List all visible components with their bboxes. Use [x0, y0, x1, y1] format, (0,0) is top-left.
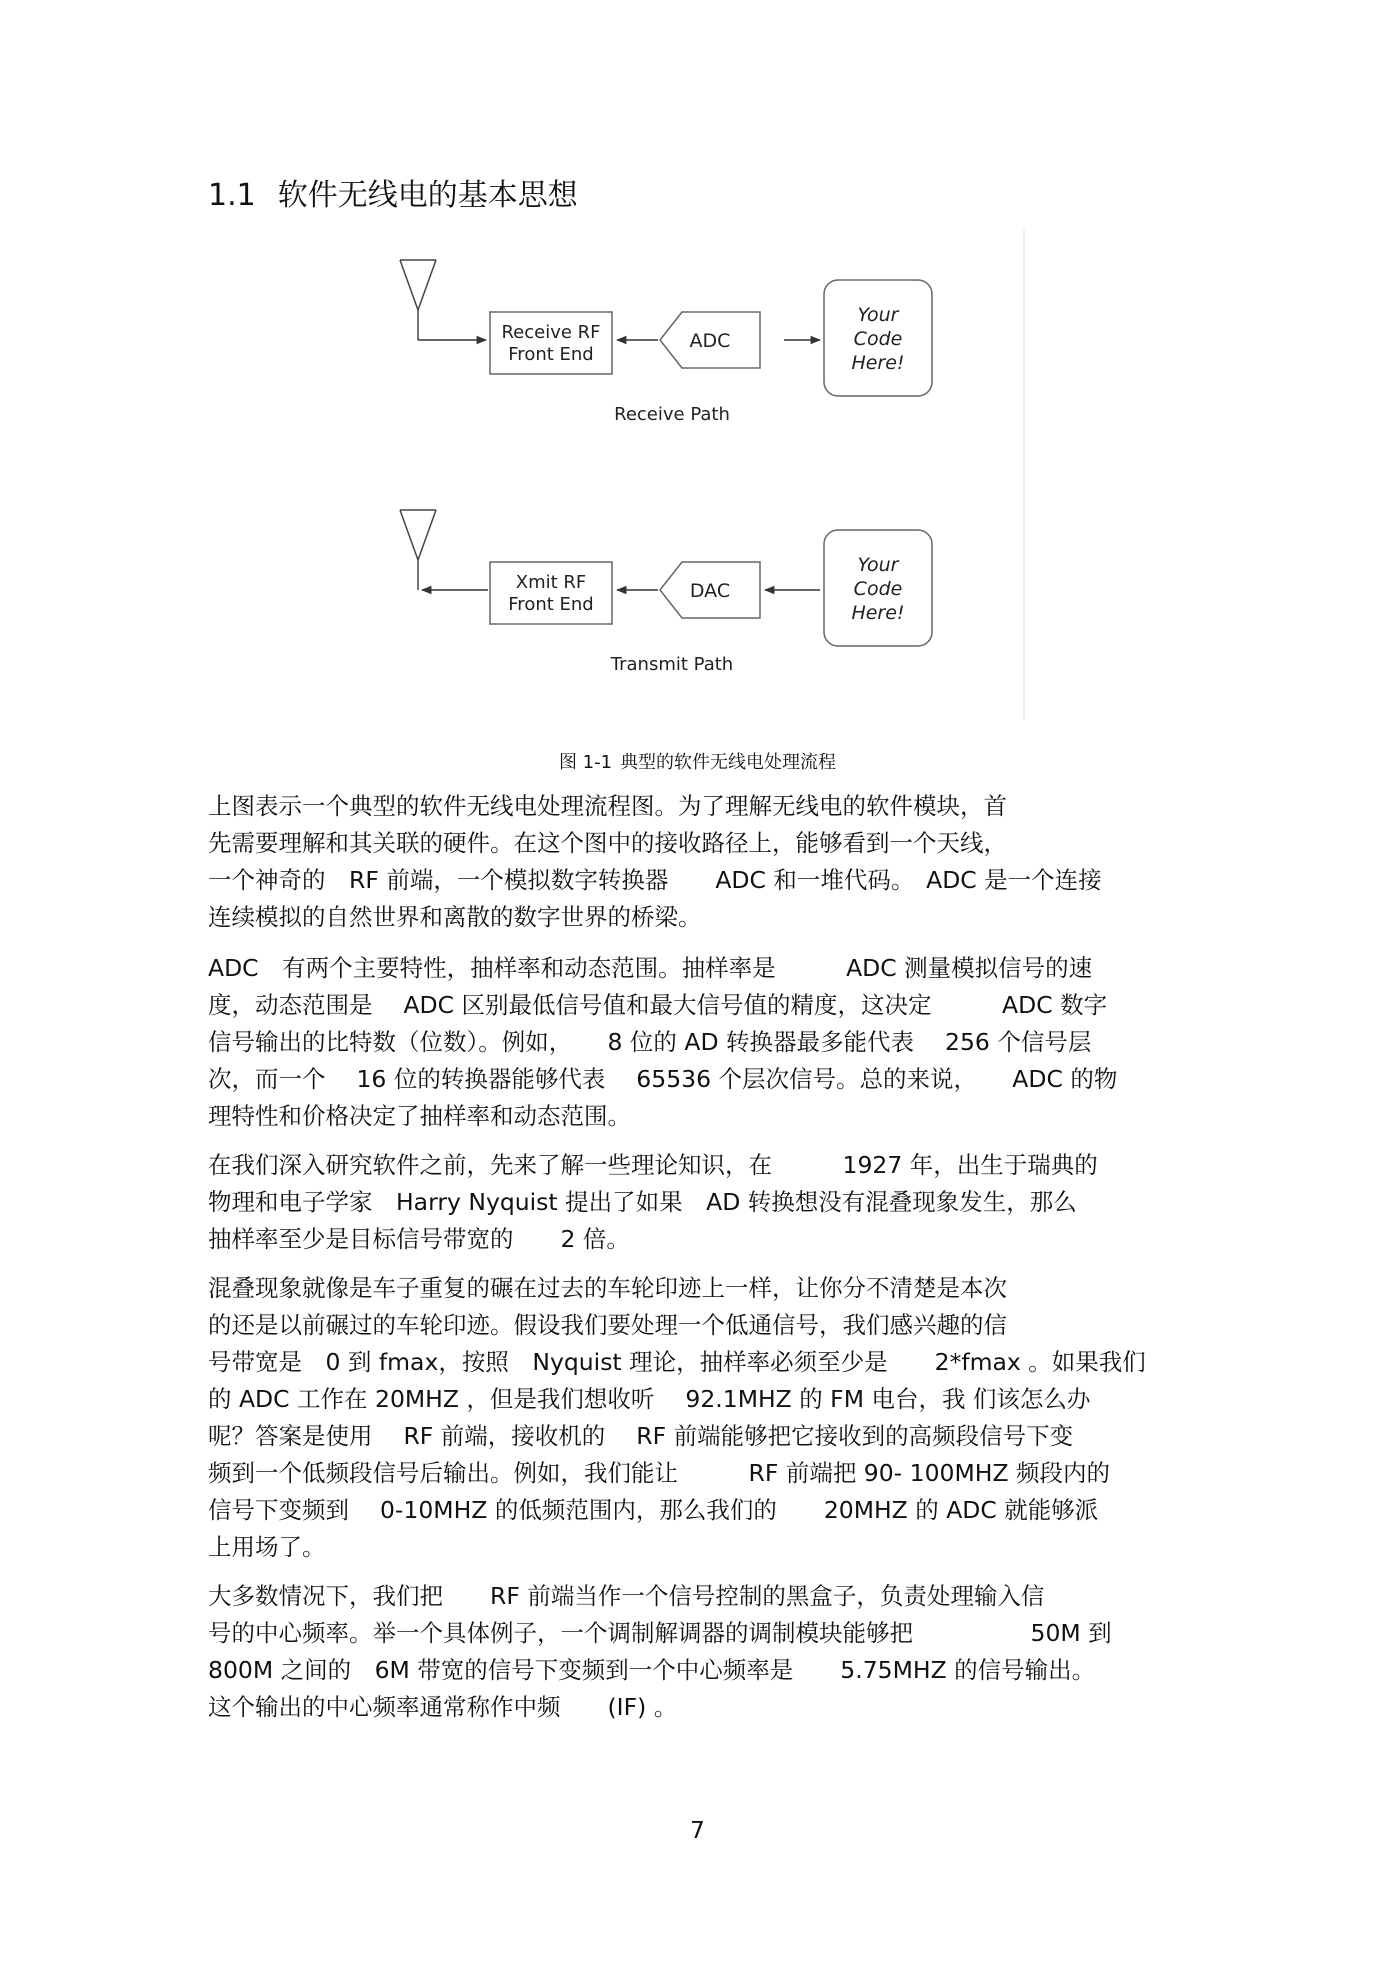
receive-code-label-1: Your [857, 304, 899, 326]
text-line: 信号下变频到 0-10MHZ 的低频范围内，那么我们的 20MHZ 的 ADC 就能够派 [208, 1496, 1099, 1524]
adc-label: ADC [689, 330, 731, 352]
text-line: 抽样率至少是目标信号带宽的 2 倍。 [208, 1225, 630, 1253]
receive-code-label-3: Here! [851, 352, 905, 374]
text-line: 的还是以前碾过的车轮印迹。假设我们要处理一个低通信号，我们感兴趣的信 [208, 1311, 1007, 1339]
section-number: 1.1 [208, 178, 256, 213]
text-line: 这个输出的中心频率通常称作中频 (IF) 。 [208, 1693, 678, 1721]
transmit-path-label: Transmit Path [610, 654, 734, 675]
transmit-code-label-1: Your [857, 554, 899, 576]
paragraph-3 [208, 1147, 1198, 1258]
receive-path-label: Receive Path [614, 404, 730, 425]
text-line: 大多数情况下，我们把 RF 前端当作一个信号控制的黑盒子，负责处理输入信 [208, 1582, 1045, 1610]
receive-path [400, 260, 932, 425]
receive-rf-label-1: Receive RF [501, 322, 601, 343]
text-line: 先需要理解和其关联的硬件。在这个图中的接收路径上，能够看到一个天线， [208, 829, 1007, 857]
text-line: 上图表示一个典型的软件无线电处理流程图。为了理解无线电的软件模块，首 [208, 792, 1007, 820]
paragraph-2 [208, 950, 1198, 1135]
text-line: 信号输出的比特数（位数）。例如， 8 位的 AD 转换器最多能代表 256 个信号层 [208, 1028, 1092, 1056]
text-line: 频到一个低频段信号后输出。例如，我们能让 RF 前端把 90- 100MHZ 频段内的 [208, 1459, 1111, 1487]
text-line: 在我们深入研究软件之前，先来了解一些理论知识，在 1927 年，出生于瑞典的 [208, 1151, 1098, 1179]
text-line: 连续模拟的自然世界和离散的数字世界的桥梁。 [208, 903, 702, 931]
receive-rf-label-2: Front End [508, 344, 594, 365]
figure-caption-text: 典型的软件无线电处理流程 [620, 752, 837, 773]
text-line: 一个神奇的 RF 前端，一个模拟数字转换器 ADC 和一堆代码。 ADC 是一个连接 [208, 866, 1102, 894]
transmit-path [400, 510, 932, 675]
paragraph-4 [208, 1270, 1198, 1566]
transmit-antenna-icon [400, 510, 436, 590]
text-line: 号带宽是 0 到 fmax，按照 Nyquist 理论，抽样率必须至少是 2*fmax 。如果我们 [208, 1348, 1146, 1376]
text-line: 度，动态范围是 ADC 区别最低信号值和最大信号值的精度，这决定 ADC 数字 [208, 991, 1108, 1019]
sdr-flow-diagram [390, 230, 1030, 730]
text-line: 上用场了。 [208, 1533, 326, 1561]
receive-code-label-2: Code [853, 328, 903, 350]
section-title: 软件无线电的基本思想 [277, 178, 578, 213]
text-line: 号的中心频率。举一个具体例子，一个调制解调器的调制模块能够把 50M 到 [208, 1619, 1112, 1647]
text-line: 理特性和价格决定了抽样率和动态范围。 [208, 1102, 631, 1130]
transmit-rf-label-1: Xmit RF [515, 572, 587, 593]
transmit-code-label-2: Code [853, 578, 903, 600]
page-number: 7 [690, 1818, 705, 1844]
section-heading [208, 170, 578, 214]
transmit-code-label-3: Here! [851, 602, 905, 624]
paragraph-5 [208, 1578, 1198, 1726]
figure-number: 图 1-1 [558, 752, 613, 773]
text-line: 800M 之间的 6M 带宽的信号下变频到一个中心频率是 5.75MHZ 的信号输出。 [208, 1656, 1096, 1684]
text-line: ADC 有两个主要特性，抽样率和动态范围。抽样率是 ADC 测量模拟信号的速 [208, 954, 1093, 982]
text-line: 呢？答案是使用 RF 前端，接收机的 RF 前端能够把它接收到的高频段信号下变 [208, 1422, 1074, 1450]
figure-caption [0, 748, 1395, 774]
transmit-rf-label-2: Front End [508, 594, 594, 615]
text-line: 次，而一个 16 位的转换器能够代表 65536 个层次信号。总的来说， ADC 的物 [208, 1065, 1118, 1093]
dac-label: DAC [689, 580, 731, 602]
text-line: 物理和电子学家 Harry Nyquist 提出了如果 AD 转换想没有混叠现象发生，那么 [208, 1188, 1077, 1216]
text-line: 的 ADC 工作在 20MHZ ，但是我们想收听 92.1MHZ 的 FM 电台，我 们该怎么办 [208, 1385, 1091, 1413]
paragraph-1 [208, 788, 1198, 936]
receive-antenna-icon [400, 260, 436, 340]
sdr-flow-figure [390, 230, 1030, 730]
text-line: 混叠现象就像是车子重复的碾在过去的车轮印迹上一样，让你分不清楚是本次 [208, 1274, 1007, 1302]
